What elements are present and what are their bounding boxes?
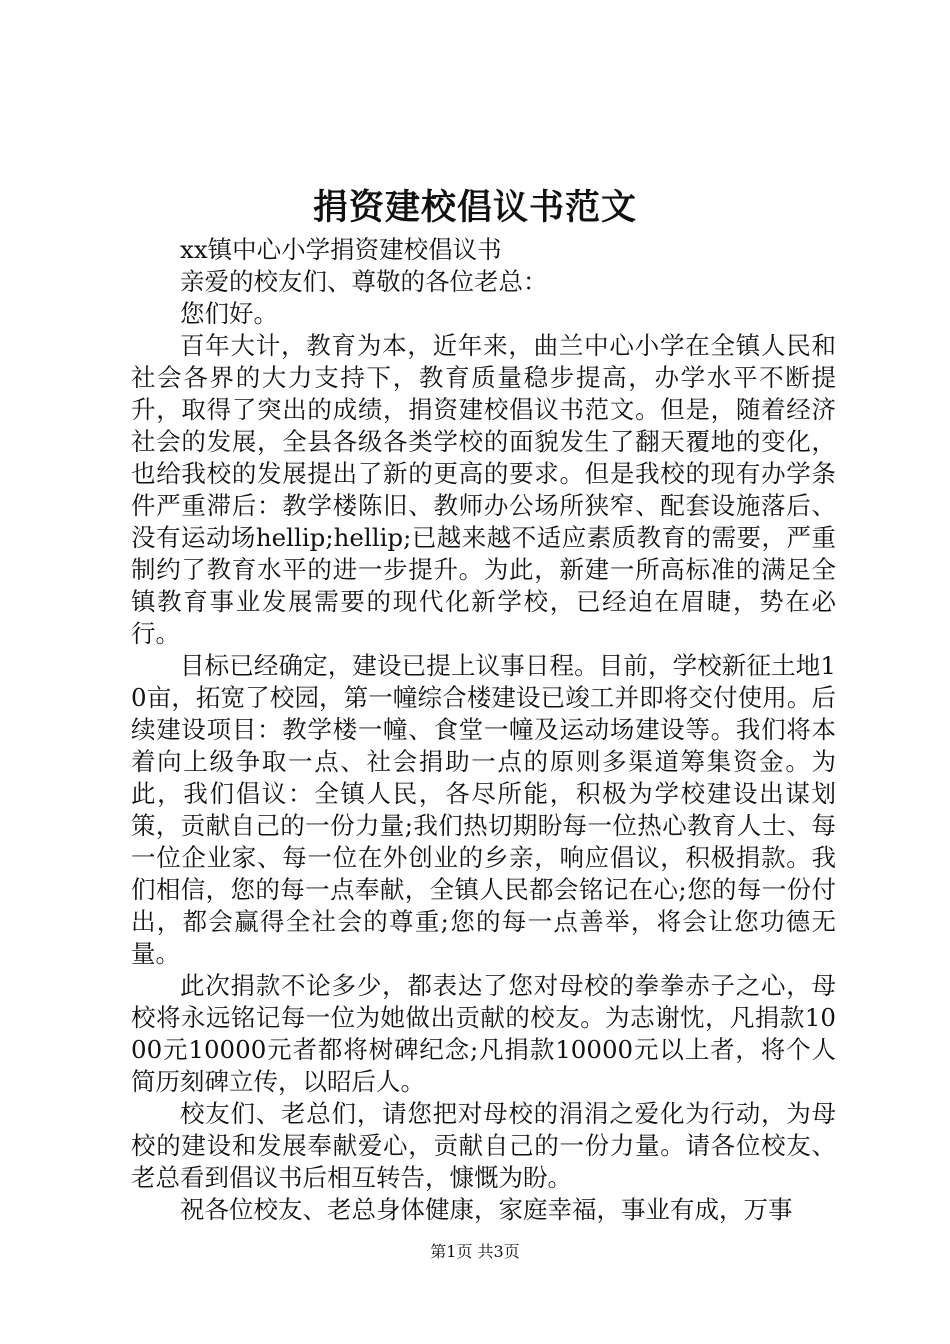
paragraph: 目标已经确定，建设已提上议事日程。目前，学校新征土地10亩，拓宽了校园，第一幢综合楼建设已竣工并即将交付使用。后续建设项目：教学楼一幢、食堂一幢及运动场建设等。我们将本着向上级争取一点、社会捐助一点的原则多渠道筹集资金。为此，我们倡议：全镇人民，各尽所能，积极为学校建设出谋划策，贡献自己的一份力量;我们热切期盼每一位热心教育人士、每一位企业家、每一位在外创业的乡亲，响应倡议，积极捐款。我们相信，您的每一点奉献，全镇人民都会铭记在心;您的每一份付出，都会赢得全社会的尊重;您的每一点善举，将会让您功德无量。	[131, 651, 836, 968]
paragraph-greeting: 您们好。	[180, 299, 278, 328]
paragraph-heading: xx镇中心小学捐资建校倡议书	[180, 235, 502, 264]
document-title: 捐资建校倡议书范文	[312, 187, 637, 228]
paragraph: 百年大计，教育为本，近年来，曲兰中心小学在全镇人民和社会各界的大力支持下，教育质量稳步提高，办学水平不断提升，取得了突出的成绩，捐资建校倡议书范文。但是，随着经济社会的发展，全县各级各类学校的面貌发生了翻天覆地的变化，也给我校的发展提出了新的更高的要求。但是我校的现有办学条件严重滞后：教学楼陈旧、教师办公场所狭窄、配套设施落后、没有运动场hellip;hellip;已越来越不适应素质教育的需要，严重制约了教育水平的进一步提升。为此，新建一所高标准的满足全镇教育事业发展需要的现代化新学校，已经迫在眉睫，势在必行。	[131, 331, 836, 648]
page-footer: 第1页 共3页	[430, 1242, 520, 1261]
paragraph: 此次捐款不论多少，都表达了您对母校的拳拳赤子之心，母校将永远铭记每一位为她做出贡献的校友。为志谢忱，凡捐款1000元10000元者都将树碑纪念;凡捐款10000元以上者，将个人简历刻碑立传，以昭后人。	[131, 971, 836, 1096]
paragraph: 祝各位校友、老总身体健康，家庭幸福，事业有成，万事	[180, 1195, 793, 1224]
document-body	[131, 234, 836, 1226]
paragraph: 校友们、老总们，请您把对母校的涓涓之爱化为行动，为母校的建设和发展奉献爱心，贡献自己的一份力量。请各位校友、老总看到倡议书后相互转告，慷慨为盼。	[131, 1099, 836, 1192]
paragraph-salutation: 亲爱的校友们、尊敬的各位老总：	[180, 267, 548, 296]
